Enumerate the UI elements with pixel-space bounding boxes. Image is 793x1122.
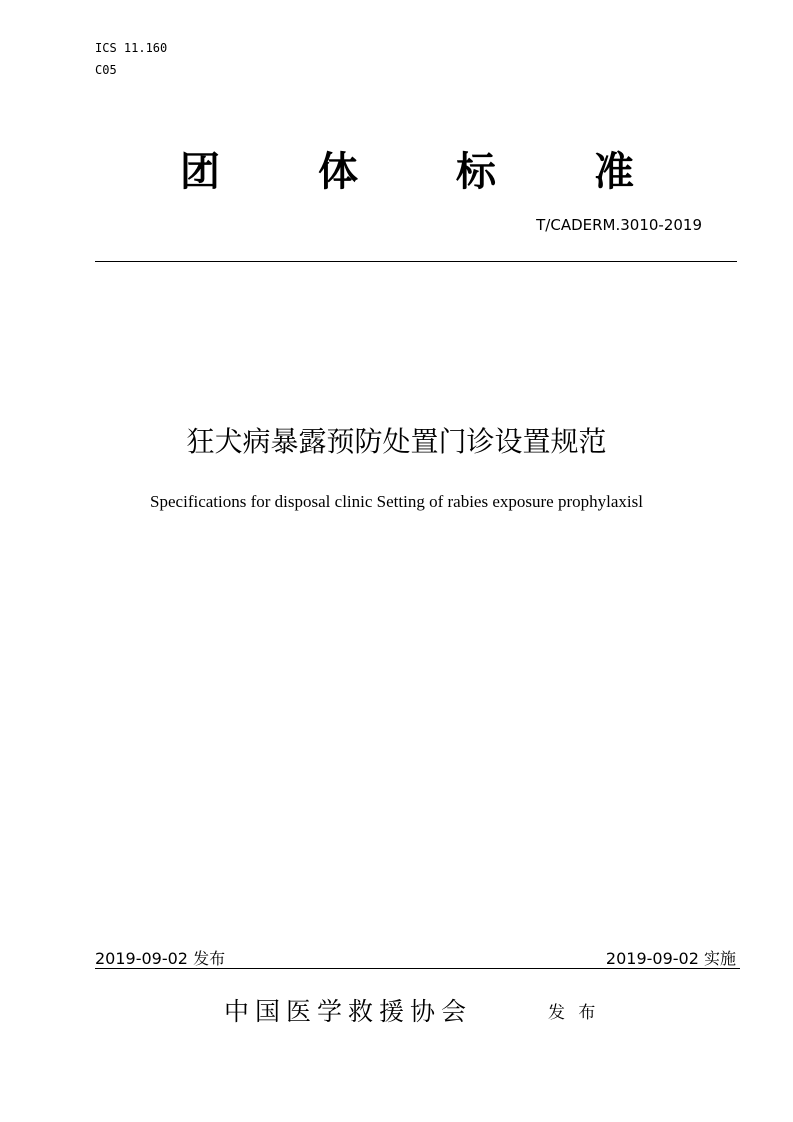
category-char-1: 团 <box>180 149 220 195</box>
publisher-name: 中国医学救援协会 <box>224 997 473 1026</box>
title-chinese: 狂犬病暴露预防处置门诊设置规范 <box>186 425 607 458</box>
effective-date: 2019-09-02 实施 <box>605 949 736 968</box>
ccs-code: C05 <box>95 63 117 77</box>
document-number: T/CADERM.3010-2019 <box>536 216 702 234</box>
category-char-4: 准 <box>594 149 634 195</box>
category-char-2: 体 <box>318 149 358 195</box>
title-english: Specifications for disposal clinic Setting of rabies exposure prophylaxisl <box>150 492 643 511</box>
header-divider <box>95 261 737 262</box>
publish-label: 发 布 <box>548 1003 600 1023</box>
publish-date: 2019-09-02 发布 <box>95 949 226 968</box>
ics-code: ICS 11.160 <box>95 41 168 55</box>
category-char-3: 标 <box>456 149 496 195</box>
footer-divider <box>95 968 740 969</box>
